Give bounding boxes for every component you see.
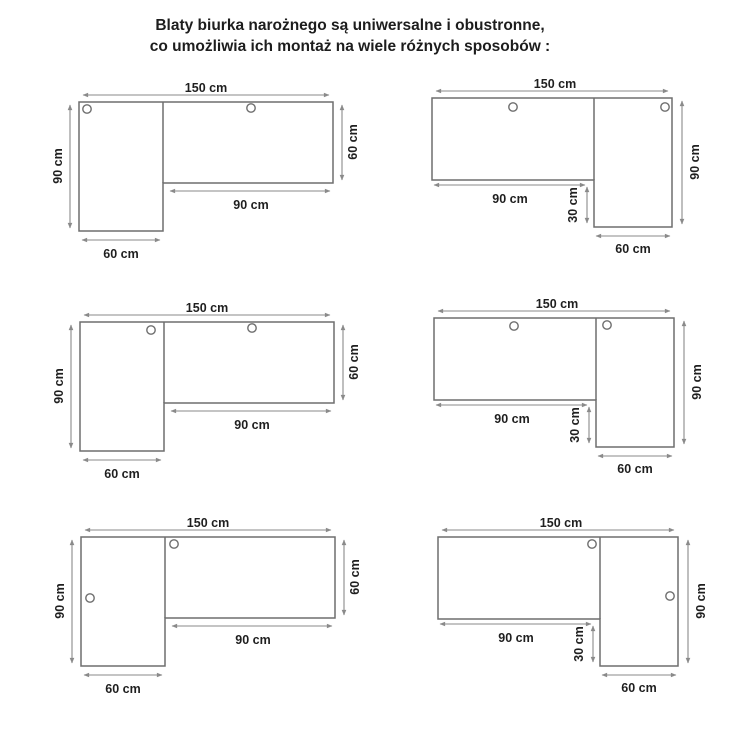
cable-grommet-hole-icon [170,540,178,548]
cable-grommet-hole-icon [147,326,155,334]
dimension-label-under-return: 60 cm [617,462,653,476]
desk-diagram-drawing [32,510,372,710]
dimension-label-offset: 30 cm [566,187,580,223]
desk-diagram-bottom-left [32,510,372,710]
dimension-label-top: 150 cm [533,77,577,91]
cable-grommet-hole-icon [83,105,91,113]
dimension-label-under-return: 60 cm [621,681,657,695]
desk-diagram-drawing [31,295,371,495]
desk-diagram-middle-left [31,295,371,495]
desk-diagram-drawing [402,295,742,495]
title-line-2: co umożliwia ich montaż na wiele różnych sposobów : [149,38,551,55]
dimension-label-outer-side: 90 cm [690,364,704,400]
dimension-label-outer-side: 90 cm [51,148,65,184]
dimension-label-inner-side: 60 cm [348,559,362,595]
cable-grommet-hole-icon [86,594,94,602]
dimension-label-under-return: 60 cm [103,247,139,261]
cable-grommet-hole-icon [666,592,674,600]
cable-grommet-hole-icon [603,321,611,329]
dimension-label-top: 150 cm [186,516,230,530]
desk-diagram-bottom-right [406,514,743,714]
page-title [0,15,700,57]
dimension-label-under-main: 90 cm [494,412,530,426]
dimension-label-under-return: 60 cm [105,682,141,696]
desk-top-outline [434,318,674,447]
dimension-label-outer-side: 90 cm [688,144,702,180]
dimension-label-offset: 30 cm [568,407,582,443]
dimension-label-top: 150 cm [185,301,229,315]
desk-diagram-middle-right [402,295,742,495]
dimension-label-under-main: 90 cm [498,631,534,645]
dimension-label-under-return: 60 cm [104,467,140,481]
dimension-label-top: 150 cm [535,297,579,311]
dimension-label-inner-side: 60 cm [346,124,360,160]
cable-grommet-hole-icon [588,540,596,548]
desk-top-outline [80,322,334,451]
dimension-label-outer-side: 90 cm [53,583,67,619]
title-line-1: Blaty biurka narożnego są uniwersalne i obustronne, [155,17,545,34]
desk-diagram-drawing [406,514,743,714]
desk-diagram-drawing [30,75,370,275]
cable-grommet-hole-icon [661,103,669,111]
cable-grommet-hole-icon [247,104,255,112]
dimension-label-offset: 30 cm [572,626,586,662]
desk-diagram-top-left [30,75,370,275]
desk-diagram-top-right [400,75,740,275]
dimension-label-under-main: 90 cm [234,418,270,432]
dimension-label-outer-side: 90 cm [52,368,66,404]
dimension-label-under-main: 90 cm [233,198,269,212]
desk-top-outline [432,98,672,227]
desk-top-outline [79,102,333,231]
dimension-label-inner-side: 60 cm [347,344,361,380]
desk-diagram-drawing [400,75,740,275]
cable-grommet-hole-icon [510,322,518,330]
desk-top-outline [81,537,335,666]
dimension-label-under-return: 60 cm [615,242,651,256]
dimension-label-under-main: 90 cm [492,192,528,206]
cable-grommet-hole-icon [248,324,256,332]
dimension-label-top: 150 cm [539,516,583,530]
dimension-label-under-main: 90 cm [235,633,271,647]
dimension-label-outer-side: 90 cm [694,583,708,619]
dimension-label-top: 150 cm [184,81,228,95]
cable-grommet-hole-icon [509,103,517,111]
desk-top-outline [438,537,678,666]
